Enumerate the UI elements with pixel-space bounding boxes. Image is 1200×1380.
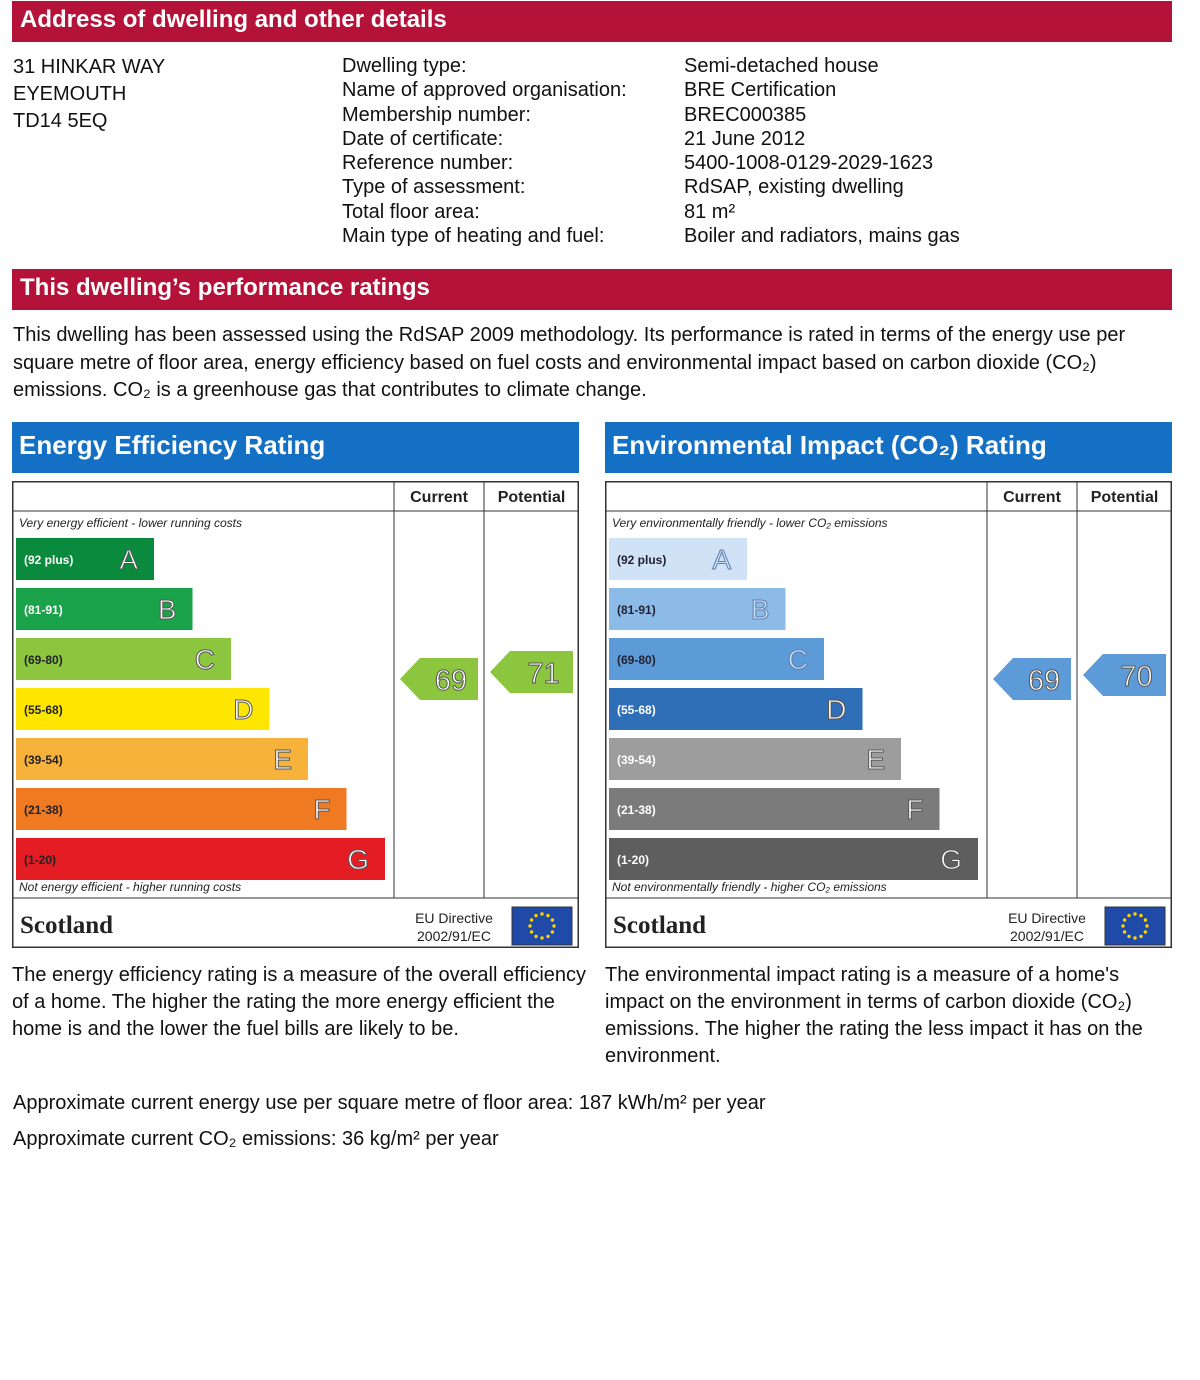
environmental-impact-chart: [605, 481, 1172, 1380]
eu-flag-star: [1139, 935, 1142, 938]
rating-band-range: (21-38): [24, 803, 63, 817]
rating-band-range: (1-20): [24, 853, 57, 867]
detail-label: Dwelling type:: [342, 55, 467, 77]
column-header-current: Current: [410, 489, 468, 506]
rating-band-letter: B: [157, 594, 177, 625]
epc-chart-svg: [12, 481, 579, 948]
energy-panel-description: The energy efficiency rating is a measure of the overall efficiency of a home. The higher the rating the more energy efficient the home is and the lower the fuel bills are likely to be.: [12, 964, 587, 1040]
detail-value: Semi-detached house: [684, 55, 879, 77]
rating-band-letter: G: [940, 844, 962, 875]
rating-band-bar: [16, 838, 385, 880]
eu-flag-star: [552, 924, 555, 927]
eu-flag-star: [1127, 914, 1130, 917]
directive-line-1: EU Directive: [415, 910, 493, 926]
environment-panel-title: Environmental Impact (CO₂) Rating: [605, 422, 1172, 473]
performance-section-title: This dwelling’s performance ratings: [12, 269, 1172, 310]
rating-band-B: [609, 588, 786, 630]
rating-band-C: [16, 638, 231, 680]
detail-value: RdSAP, existing dwelling: [684, 176, 904, 199]
eu-flag-star: [551, 918, 554, 921]
country-label: Scotland: [20, 912, 114, 939]
top-note: Very environmentally friendly - lower CO₂ emissions: [612, 516, 888, 530]
rating-band-F: [16, 788, 347, 830]
directive-line-2: 2002/91/EC: [417, 928, 491, 944]
energy-panel-title: Energy Efficiency Rating: [12, 422, 579, 473]
address-section-title: Address of dwelling and other details: [12, 1, 1172, 42]
eu-flag-star: [546, 935, 549, 938]
environment-panel-description: The environmental impact rating is a measure of a home's impact on the environment in terms of carbon dioxide (CO₂) emissions. The higher the rating the less impact it has on the environment.: [605, 964, 1143, 1067]
rating-band-range: (55-68): [617, 703, 656, 717]
eu-flag-star: [1145, 924, 1148, 927]
rating-band-F: [609, 788, 940, 830]
eu-flag-star: [530, 930, 533, 933]
co2-emissions-line: Approximate current CO₂ emissions: 36 kg/m² per year: [13, 1128, 499, 1150]
potential-rating-value: 70: [1120, 661, 1153, 693]
rating-band-B: [16, 588, 193, 630]
eu-flag-star: [1144, 918, 1147, 921]
rating-band-letter: F: [313, 794, 331, 825]
eu-flag-star: [551, 930, 554, 933]
rating-band-bar: [16, 788, 347, 830]
detail-value: 5400-1008-0129-2029-1623: [684, 152, 934, 175]
current-rating-value: 69: [434, 665, 468, 697]
country-label: Scotland: [613, 912, 707, 939]
eu-flag-star: [534, 914, 537, 917]
detail-label: Membership number:: [342, 103, 531, 126]
rating-band-letter: C: [787, 644, 808, 675]
potential-rating-value: 71: [527, 658, 560, 690]
eu-flag-icon: [512, 907, 572, 945]
rating-band-letter: C: [194, 644, 215, 675]
detail-label: Name of approved organisation:: [342, 79, 627, 102]
rating-band-range: (1-20): [617, 853, 650, 867]
detail-value: 21 June 2012: [684, 127, 806, 150]
rating-band-range: (39-54): [617, 753, 656, 767]
eu-flag-star: [546, 914, 549, 917]
environmental-impact-panel: [605, 422, 1172, 1067]
rating-band-letter: D: [233, 694, 254, 725]
eu-flag-star: [1133, 912, 1136, 915]
current-rating-value: 69: [1027, 665, 1061, 697]
eu-flag-star: [1144, 930, 1147, 933]
eu-flag-star: [1139, 914, 1142, 917]
rating-band-range: (69-80): [24, 653, 63, 667]
rating-band-letter: G: [347, 844, 369, 875]
detail-labels: [342, 54, 627, 248]
eu-flag-star: [540, 912, 543, 915]
column-header-potential: Potential: [497, 489, 566, 506]
rating-band-range: (55-68): [24, 703, 63, 717]
eu-flag-star: [528, 924, 531, 927]
rating-band-letter: E: [866, 744, 885, 775]
detail-value: 81 m²: [684, 200, 736, 223]
top-note: Very energy efficient - lower running costs: [19, 516, 242, 530]
rating-band-G: [609, 838, 978, 880]
rating-band-C: [609, 638, 824, 680]
potential-rating: [1083, 654, 1166, 696]
detail-value: Boiler and radiators, mains gas: [684, 225, 960, 248]
eu-flag-star: [1123, 930, 1126, 933]
column-header-potential: Potential: [1090, 489, 1159, 506]
directive-line-2: 2002/91/EC: [1010, 928, 1084, 944]
rating-band-D: [609, 688, 863, 730]
current-rating: [400, 658, 478, 700]
eu-flag-star: [1123, 918, 1126, 921]
eu-flag-star: [1121, 924, 1124, 927]
rating-band-G: [16, 838, 385, 880]
address-line: TD14 5EQ: [13, 110, 108, 132]
eu-flag-star: [1127, 935, 1130, 938]
detail-value: BREC000385: [684, 103, 807, 126]
rating-band-bar: [609, 838, 978, 880]
rating-band-D: [16, 688, 270, 730]
rating-band-letter: E: [273, 744, 292, 775]
detail-label: Total floor area:: [342, 200, 480, 223]
detail-values: [684, 54, 960, 248]
eu-flag-star: [530, 918, 533, 921]
eu-flag-star: [534, 935, 537, 938]
rating-band-range: (81-91): [24, 603, 63, 617]
detail-label: Main type of heating and fuel:: [342, 225, 605, 248]
rating-band-range: (81-91): [617, 603, 656, 617]
detail-value: BRE Certification: [684, 79, 837, 102]
bottom-note: Not environmentally friendly - higher CO₂ emissions: [612, 880, 887, 894]
rating-band-range: (21-38): [617, 803, 656, 817]
rating-band-letter: A: [712, 544, 731, 575]
bottom-note: Not energy efficient - higher running costs: [19, 880, 242, 894]
address-line: 31 HINKAR WAY: [13, 56, 166, 78]
rating-band-E: [16, 738, 308, 780]
rating-band-letter: D: [826, 694, 847, 725]
energy-efficiency-panel: [12, 422, 587, 1040]
rating-band-range: (39-54): [24, 753, 63, 767]
rating-band-range: (92 plus): [24, 553, 74, 567]
performance-intro: This dwelling has been assessed using the RdSAP 2009 methodology. Its performance is rated in terms of the energy use per square metre of floor area, energy efficiency based on fuel costs and environmental impact based on carbon dioxide (CO₂) emissions. CO₂ is a greenhouse gas that contributes to climate change.: [13, 324, 1126, 401]
rating-band-letter: A: [119, 544, 138, 575]
rating-band-letter: F: [906, 794, 924, 825]
rating-band-range: (69-80): [617, 653, 656, 667]
energy-efficiency-chart: [12, 481, 579, 1380]
rating-band-bar: [609, 788, 940, 830]
potential-rating: [490, 651, 573, 693]
detail-label: Date of certificate:: [342, 127, 504, 150]
address-line: EYEMOUTH: [13, 83, 127, 105]
rating-band-range: (92 plus): [617, 553, 667, 567]
directive-line-1: EU Directive: [1008, 910, 1086, 926]
rating-band-A: [609, 538, 747, 580]
address-block: [13, 54, 165, 135]
eu-flag-star: [1133, 936, 1136, 939]
eu-flag-icon: [1105, 907, 1165, 945]
detail-label: Reference number:: [342, 152, 514, 175]
column-header-current: Current: [1003, 489, 1061, 506]
rating-band-letter: B: [750, 594, 770, 625]
rating-band-E: [609, 738, 901, 780]
epc-chart-svg: [605, 481, 1172, 948]
current-rating: [993, 658, 1071, 700]
detail-label: Type of assessment:: [342, 176, 526, 199]
rating-band-A: [16, 538, 154, 580]
energy-use-line: Approximate current energy use per square metre of floor area: 187 kWh/m² per year: [13, 1092, 766, 1114]
eu-flag-star: [540, 936, 543, 939]
